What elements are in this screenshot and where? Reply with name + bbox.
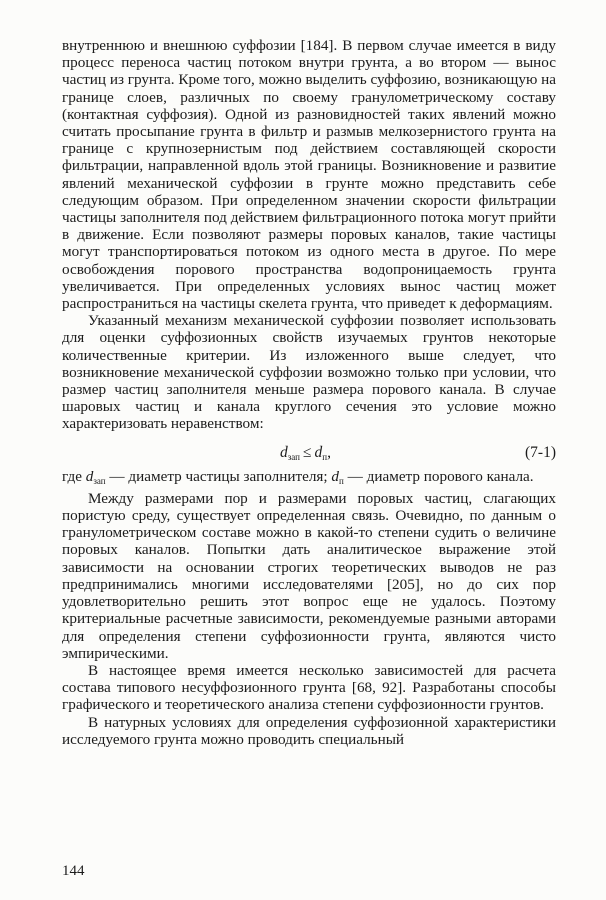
page-number: 144 (62, 863, 85, 879)
body-text (62, 37, 556, 748)
paragraph-5: В натурных условиях для определения суффозионной характеристики исследуемого грунта можно проводить специальный (62, 713, 556, 748)
formula-expression: $d_{зап} \le d_п$, (280, 443, 331, 462)
formula-number: (7-1) (525, 443, 556, 461)
formula-7-1 (62, 437, 556, 467)
paragraph-1: внутреннюю и внешнюю суффозии [184]. В первом случае имеется в виду процесс переноса частиц потоком внутри грунта, а во втором — вынос частиц из грунта. Кроме того, можно выделить суффозию, возникающую на границе слоев, различных по своему гранулометрическому составу (контактная суффозия). Одной из разновидностей таких явлений можно считать просыпание грунта в фильтр и размыв мелкозернистого грунта на границе с крупнозернистым под действием составляющей скорости фильтрации, направленной вдоль этой границы. Возникновение и развитие явлений механической суффозии в грунте можно представить себе следующим образом. При определенном значении скорости фильтрации частицы заполнителя под действием фильтрационного потока могут прийти в движение. Если позволяют размеры поровых каналов, такие частицы могут транспортироваться потоком из одного места в другое. По мере освобождения порового пространства водопроницаемость грунта увеличивается. При определенных условиях вынос частиц может распространиться на частицы скелета грунта, что приведет к деформациям. (62, 37, 556, 313)
paragraph-4: В настоящее время имеется несколько зависимостей для расчета состава типового несуффозионного грунта [68, 92]. Разработаны способы графического и теоретического анализа степени суффозионности грунтов. (62, 661, 556, 714)
formula-legend: где $d_{зап}$ — диаметр частицы заполнителя; $d_п$ — диаметр порового канала. (62, 467, 534, 486)
paragraph-3: Между размерами пор и размерами поровых частиц, слагающих пористую среду, существует определенная связь. Очевидно, по данным о гранулометрическом составе можно в какой-то степени судить о величине поровых каналов. Попытки дать аналитическое выражение этой зависимости на основании строгих теоретических выводов не раз предпринимались многими исследователями [205], но до сих пор удовлетворительно решить этот вопрос еще не удалось. Поэтому критериальные расчетные зависимости, рекомендуемые разными авторами для определения степени суффозионности грунта, являются чисто эмпирическими. (62, 489, 556, 662)
paragraph-2: Указанный механизм механической суффозии позволяет использовать для оценки суффозионных свойств изучаемых грунтов некоторые количественные критерии. Из изложенного выше следует, что возникновение механической суффозии возможно только при условии, что размер частиц заполнителя меньше размера порового канала. В случае шаровых частиц и канала круглого сечения это условие можно характеризовать неравенством: (62, 312, 556, 433)
